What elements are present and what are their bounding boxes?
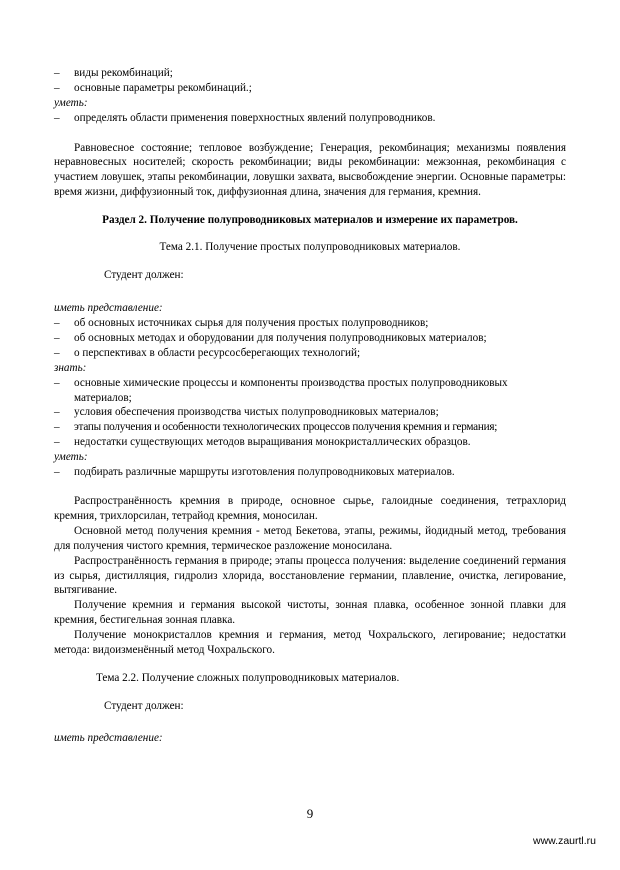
topic-title: Тема 2.1. Получение простых полупроводниковых материалов.: [159, 241, 461, 254]
paragraph: Равновесное состояние; тепловое возбуждение; Генерация, рекомбинация; механизмы появления неравновесных носителей; скорость рекомбинации; виды рекомбинации: межзонная, рекомбинация с участием ловушек, этапы рекомбинации, ловушки захвата, высвобождение энергии. Основные параметры: время жизни, диффузионный ток, диффузионная длина, значения для германия, кремния.: [54, 141, 566, 199]
dash-marker: –: [54, 81, 60, 94]
paragraph: Распространённость германия в природе; этапы процесса получения: выделение соединений германия из сырья, дистилляция, гидролиз хлорида, восстановление германии, плавление, очистка, легирование, вытягивание.: [54, 554, 566, 597]
list-item: – об основных источниках сырья для получения простых полупроводников;: [54, 317, 429, 330]
list-item: – основные параметры рекомбинаций.;: [54, 81, 252, 94]
document-page: [54, 66, 566, 746]
topic-title: Тема 2.2. Получение сложных полупроводниковых материалов.: [96, 671, 400, 684]
dash-marker: –: [54, 111, 60, 124]
dash-marker: –: [54, 406, 60, 419]
list-item: – основные химические процессы и компоненты производства простых полупроводниковых материалов;: [54, 376, 508, 404]
list-item: – о перспективах в области ресурсосберегающих технологий;: [54, 346, 361, 359]
imet-label: иметь представление:: [54, 302, 163, 315]
site-url: www.zaurtl.ru: [532, 835, 596, 847]
dash-marker: –: [54, 421, 60, 434]
list-item: – условия обеспечения производства чистых полупроводниковых материалов;: [54, 406, 439, 419]
dash-marker: –: [54, 331, 60, 344]
paragraph: Получение монокристаллов кремния и германия, метод Чохральского, легирование; недостатки метода: видоизменённый метод Чохральского.: [54, 629, 566, 657]
student-must: Студент должен:: [104, 269, 184, 282]
student-must: Студент должен:: [104, 699, 184, 712]
znat-label: знать:: [54, 361, 87, 374]
umet-label: уметь:: [54, 451, 88, 464]
paragraph: Получение кремния и германия высокой чистоты, зонная плавка, особенное зонной плавки для кремния, бестигельная зонная плавка.: [54, 599, 566, 627]
dash-marker: –: [54, 67, 60, 79]
section-title: Раздел 2. Получение полупроводниковых материалов и измерение их параметров.: [102, 214, 518, 227]
paragraph: Основной метод получения кремния - метод Бекетова, этапы, режимы, йодидный метод, требования для получения чистого кремния, термическое разложение моносилана.: [54, 524, 566, 552]
list-item: – виды рекомбинаций;: [54, 67, 173, 79]
dash-marker: –: [54, 376, 60, 389]
paragraph: Распространённость кремния в природе, основное сырье, галоидные соединения, тетрахлорид кремния, трихлорсилан, тетрайод кремния, моносилан.: [54, 495, 566, 522]
page-number: 9: [306, 806, 314, 821]
dash-marker: –: [54, 346, 60, 359]
imet-label: иметь представление:: [54, 731, 163, 744]
dash-marker: –: [54, 466, 60, 479]
dash-marker: –: [54, 317, 60, 330]
list-item: – определять области применения поверхностных явлений полупроводников.: [54, 111, 436, 124]
umet-label: уметь:: [54, 96, 88, 109]
list-item: – этапы получения и особенности технологических процессов получения кремния и германия;: [54, 421, 498, 434]
dash-marker: –: [54, 436, 60, 449]
list-item: – недостатки существующих методов выращивания монокристаллических образцов.: [54, 436, 471, 449]
list-item: – об основных методах и оборудовании для получения полупроводниковых материалов;: [54, 331, 487, 344]
list-item: – подбирать различные маршруты изготовления полупроводниковых материалов.: [54, 466, 455, 479]
